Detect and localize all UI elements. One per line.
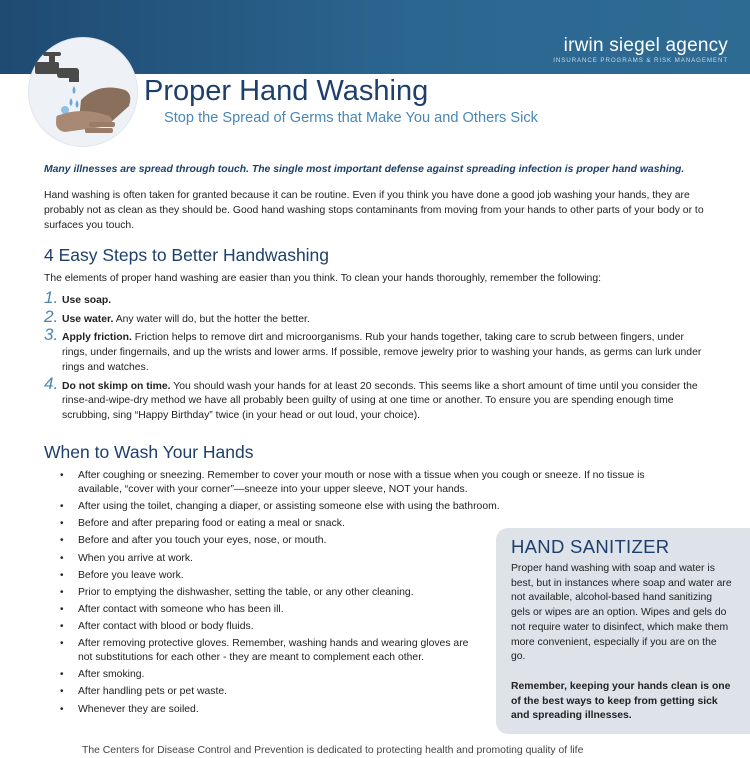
- intro-highlight: Many illnesses are spread through touch. The single most important defense against spreading infection is proper hand washing.: [44, 164, 685, 175]
- list-item: • Prior to emptying the dishwasher, setting the table, or any other cleaning.: [60, 586, 490, 600]
- steps-heading: 4 Easy Steps to Better Handwashing: [44, 245, 330, 265]
- page-title: Proper Hand Washing: [144, 75, 429, 107]
- hand-sanitizer-sidebar: [496, 528, 750, 734]
- step-number: 3.: [44, 325, 59, 345]
- step-number: 4.: [44, 373, 59, 393]
- brand-name: irwin siegel agency: [563, 35, 728, 56]
- page-subtitle: Stop the Spread of Germs that Make You and Others Sick: [164, 110, 538, 126]
- brand-tagline: INSURANCE PROGRAMS & RISK MANAGEMENT: [553, 57, 728, 64]
- step-label: Use soap.: [62, 295, 112, 306]
- footer-text: The Centers for Disease Control and Prevention is dedicated to protecting health and promoting quality of life: [82, 745, 584, 756]
- step-item: [44, 288, 709, 309]
- step-number: 2.: [44, 306, 59, 326]
- list-item: • After handling pets or pet waste.: [60, 685, 490, 699]
- step-label: Apply friction.: [62, 332, 132, 344]
- list-item: • Whenever they are soiled.: [60, 703, 490, 717]
- list-item: • After using the toilet, changing a diaper, or assisting someone else with using the bathroom.: [60, 500, 678, 514]
- list-item: • After coughing or sneezing. Remember to cover your mouth or nose with a tissue when you cough or sneeze. If no tissue is available, “cover with your corner”—sneeze into your upper sleeve, NOT your hands.: [60, 469, 678, 497]
- list-item: • After removing protective gloves. Remember, washing hands and wearing gloves are not substitutions for each other - they are meant to complement each other.: [60, 637, 478, 665]
- list-item: • When you arrive at work.: [60, 552, 490, 566]
- step-number: 1.: [44, 288, 59, 307]
- list-item: • After contact with blood or body fluids.: [60, 620, 490, 634]
- list-item: • After contact with someone who has been ill.: [60, 603, 490, 617]
- list-item: • After smoking.: [60, 668, 490, 682]
- step-text: Any water will do, but the hotter the better.: [113, 313, 310, 325]
- when-heading: When to Wash Your Hands: [44, 442, 254, 462]
- list-item: • Before you leave work.: [60, 569, 490, 583]
- list-item: • Before and after you touch your eyes, nose, or mouth.: [60, 534, 490, 548]
- handwashing-icon: [28, 37, 138, 147]
- step-item: [44, 373, 709, 424]
- step-item: [44, 325, 709, 375]
- list-item: • Before and after preparing food or eating a meal or snack.: [60, 517, 490, 531]
- step-text: You should wash your hands for at least 20 seconds. This seems like a short amount of time until you consider the rinse-and-wipe-dry method we have all probably been guilty of using at one time or another. To ensure you are spending enough time scrubbing, sing “Happy Birthday” twice (in your head or out loud, your choice).: [62, 380, 698, 421]
- step-label: Do not skimp on time.: [62, 380, 171, 392]
- step-text: Friction helps to remove dirt and microorganisms. Rub your hands together, taking care to scrub between fingers, under rings, under fingernails, and up the wrists and lower arms. If possible, remove jewelry prior to washing your hands, as germs can lurk under rings and watches.: [62, 332, 702, 373]
- step-label: Use water.: [62, 313, 114, 325]
- sidebar-highlight: Remember, keeping your hands clean is one of the best ways to keep from getting sick and spreading illnesses.: [511, 681, 731, 722]
- steps-list: [44, 288, 709, 424]
- brand-logo: [553, 36, 728, 64]
- steps-intro: The elements of proper hand washing are easier than you think. To clean your hands thoroughly, remember the following:: [44, 273, 601, 284]
- sidebar-title: HAND SANITIZER: [511, 536, 670, 557]
- intro-paragraph: Hand washing is often taken for granted because it can be routine. Even if you think you have done a good job washing your hands, they are probably not as clean as they should be. Good hand washing stops contaminants from moving from your hands to other parts of your body or to surfaces you touch.: [44, 190, 704, 231]
- step-item: [44, 306, 709, 328]
- sidebar-body: Proper hand washing with soap and water is best, but in instances where soap and water are not available, alcohol-based hand sanitizing gels or wipes are an option. Wipes and gels do not require water to disinfect, which make them more convenient, especially if you are on the go.: [511, 563, 732, 663]
